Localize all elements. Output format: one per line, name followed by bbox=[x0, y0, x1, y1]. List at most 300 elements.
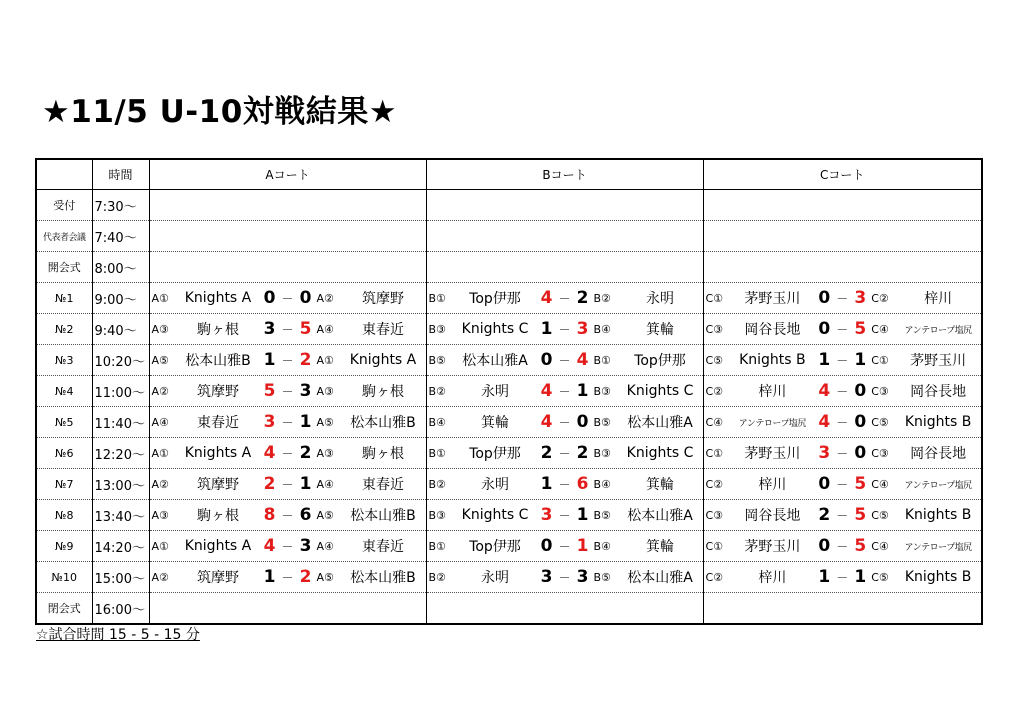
court-b-cell bbox=[426, 283, 703, 314]
row-label: 開会式 bbox=[36, 252, 92, 283]
court-a-cell bbox=[149, 345, 426, 376]
home-team: 梓川 bbox=[758, 477, 787, 493]
court-a-cell bbox=[149, 531, 426, 562]
match bbox=[704, 500, 982, 530]
home-team: 岡谷長地 bbox=[744, 508, 801, 524]
court-c-cell bbox=[703, 407, 982, 438]
table-row bbox=[36, 593, 982, 625]
away-team: 駒ヶ根 bbox=[362, 446, 404, 462]
score-separator: － bbox=[281, 291, 294, 306]
away-score: 2 bbox=[576, 288, 589, 308]
score-separator: － bbox=[281, 446, 294, 461]
court-c-cell bbox=[703, 500, 982, 531]
away-seed: C⑤ bbox=[871, 508, 889, 522]
match bbox=[150, 531, 426, 561]
court-b-cell bbox=[426, 221, 703, 252]
court-b-cell bbox=[426, 562, 703, 593]
home-seed: B① bbox=[428, 539, 446, 553]
away-team: 箕輪 bbox=[646, 477, 674, 493]
away-score: 5 bbox=[854, 536, 867, 556]
match bbox=[704, 531, 982, 561]
score-separator: － bbox=[558, 384, 571, 399]
away-seed: C③ bbox=[871, 446, 889, 460]
away-team: Knights C bbox=[626, 445, 694, 461]
court-b-cell bbox=[426, 345, 703, 376]
home-team: アンテロープ塩尻 bbox=[738, 418, 806, 429]
home-team: Top伊那 bbox=[469, 539, 521, 555]
court-a-cell bbox=[149, 562, 426, 593]
court-a-cell bbox=[149, 469, 426, 500]
match bbox=[150, 438, 426, 468]
home-team: Knights C bbox=[461, 321, 529, 337]
away-seed: B⑤ bbox=[593, 508, 611, 522]
table-row bbox=[36, 531, 982, 562]
match bbox=[704, 562, 982, 592]
court-c-cell bbox=[703, 345, 982, 376]
row-label: №5 bbox=[36, 407, 92, 438]
home-seed: C④ bbox=[705, 415, 724, 429]
header-court-b: Bコート bbox=[426, 159, 703, 190]
court-a-cell bbox=[149, 283, 426, 314]
score-separator: － bbox=[836, 446, 849, 461]
match-results-table bbox=[35, 158, 983, 625]
home-team: 筑摩野 bbox=[197, 384, 239, 400]
row-time: 11:00～ bbox=[92, 376, 149, 407]
score-separator: － bbox=[558, 477, 571, 492]
away-seed: A② bbox=[316, 291, 334, 305]
away-team: 東春近 bbox=[362, 539, 404, 555]
court-c-cell bbox=[703, 221, 982, 252]
away-team: 東春近 bbox=[362, 322, 404, 338]
away-seed: C③ bbox=[871, 384, 889, 398]
score-separator: － bbox=[836, 570, 849, 585]
home-score: 4 bbox=[540, 381, 553, 401]
score-separator: － bbox=[281, 384, 294, 399]
match bbox=[427, 562, 703, 592]
score-separator: － bbox=[558, 353, 571, 368]
match bbox=[704, 407, 982, 437]
table-row bbox=[36, 376, 982, 407]
score-separator: － bbox=[281, 353, 294, 368]
row-label: №10 bbox=[36, 562, 92, 593]
away-team: 永明 bbox=[646, 291, 674, 307]
header-row bbox=[36, 159, 982, 190]
match bbox=[427, 438, 703, 468]
home-seed: C② bbox=[705, 570, 724, 584]
court-b-cell bbox=[426, 314, 703, 345]
away-seed: A⑤ bbox=[316, 570, 334, 584]
row-label: №9 bbox=[36, 531, 92, 562]
court-b-cell bbox=[426, 593, 703, 625]
match bbox=[704, 376, 982, 406]
court-c-cell bbox=[703, 190, 982, 221]
home-seed: A② bbox=[151, 384, 169, 398]
row-label: №1 bbox=[36, 283, 92, 314]
home-score: 0 bbox=[540, 536, 553, 556]
away-seed: A④ bbox=[316, 477, 334, 491]
away-team: アンテロープ塩尻 bbox=[904, 325, 972, 336]
row-time: 16:00～ bbox=[92, 593, 149, 625]
court-a-cell bbox=[149, 314, 426, 345]
score-separator: － bbox=[558, 415, 571, 430]
header-time: 時間 bbox=[92, 159, 149, 190]
home-score: 2 bbox=[263, 474, 276, 494]
court-b-cell bbox=[426, 190, 703, 221]
away-score: 0 bbox=[576, 412, 589, 432]
court-c-cell bbox=[703, 376, 982, 407]
score-separator: － bbox=[558, 570, 571, 585]
home-score: 4 bbox=[818, 412, 831, 432]
home-score: 4 bbox=[540, 412, 553, 432]
home-score: 1 bbox=[540, 319, 553, 339]
away-score: 5 bbox=[854, 319, 867, 339]
row-label: 代表者会議 bbox=[36, 221, 92, 252]
home-team: 永明 bbox=[481, 477, 509, 493]
court-c-cell bbox=[703, 593, 982, 625]
home-team: 松本山雅A bbox=[462, 353, 528, 369]
away-seed: B④ bbox=[593, 322, 611, 336]
away-seed: C④ bbox=[871, 477, 889, 491]
home-team: 筑摩野 bbox=[197, 570, 239, 586]
away-score: 0 bbox=[854, 412, 867, 432]
home-team: 梓川 bbox=[758, 570, 787, 586]
away-seed: B③ bbox=[593, 384, 611, 398]
row-label: №6 bbox=[36, 438, 92, 469]
row-time: 12:20～ bbox=[92, 438, 149, 469]
home-team: 梓川 bbox=[758, 384, 787, 400]
away-seed: A③ bbox=[316, 446, 334, 460]
match-time-note: ☆試合時間 15 - 5 - 15 分 bbox=[36, 627, 200, 643]
away-team: Knights C bbox=[626, 383, 694, 399]
home-score: 1 bbox=[818, 350, 831, 370]
home-seed: A⑤ bbox=[151, 353, 169, 367]
court-b-cell bbox=[426, 376, 703, 407]
home-seed: C① bbox=[705, 539, 724, 553]
away-score: 3 bbox=[299, 381, 312, 401]
away-team: 松本山雅A bbox=[627, 570, 693, 586]
court-a-cell bbox=[149, 500, 426, 531]
home-team: 永明 bbox=[481, 384, 509, 400]
home-seed: C② bbox=[705, 477, 724, 491]
court-c-cell bbox=[703, 283, 982, 314]
away-score: 5 bbox=[854, 505, 867, 525]
court-b-cell bbox=[426, 407, 703, 438]
match bbox=[150, 407, 426, 437]
home-team: Top伊那 bbox=[469, 446, 521, 462]
home-seed: C③ bbox=[705, 322, 724, 336]
away-score: 3 bbox=[299, 536, 312, 556]
home-score: 1 bbox=[540, 474, 553, 494]
home-seed: B① bbox=[428, 446, 446, 460]
away-team: 箕輪 bbox=[646, 539, 674, 555]
away-seed: B④ bbox=[593, 539, 611, 553]
home-seed: B⑤ bbox=[428, 353, 446, 367]
away-team: Knights B bbox=[904, 414, 972, 430]
row-time: 8:00～ bbox=[92, 252, 149, 283]
home-score: 3 bbox=[263, 319, 276, 339]
court-c-cell bbox=[703, 314, 982, 345]
away-team: 松本山雅A bbox=[627, 415, 693, 431]
home-team: 箕輪 bbox=[481, 415, 509, 431]
home-seed: C③ bbox=[705, 508, 724, 522]
home-seed: A③ bbox=[151, 322, 169, 336]
away-seed: C⑤ bbox=[871, 415, 889, 429]
home-team: 茅野玉川 bbox=[744, 539, 801, 555]
score-separator: － bbox=[558, 446, 571, 461]
home-score: 4 bbox=[540, 288, 553, 308]
match bbox=[150, 562, 426, 592]
row-time: 15:00～ bbox=[92, 562, 149, 593]
score-separator: － bbox=[836, 415, 849, 430]
match bbox=[150, 314, 426, 344]
match bbox=[427, 469, 703, 499]
header-court-a: Aコート bbox=[149, 159, 426, 190]
row-label: №7 bbox=[36, 469, 92, 500]
row-time: 7:40～ bbox=[92, 221, 149, 252]
away-score: 1 bbox=[854, 350, 867, 370]
home-seed: C① bbox=[705, 291, 724, 305]
match bbox=[704, 438, 982, 468]
match bbox=[427, 345, 703, 375]
away-score: 2 bbox=[576, 443, 589, 463]
match bbox=[704, 345, 982, 375]
home-seed: A③ bbox=[151, 508, 169, 522]
court-b-cell bbox=[426, 438, 703, 469]
away-score: 1 bbox=[576, 536, 589, 556]
home-team: 駒ヶ根 bbox=[197, 322, 239, 338]
row-label: №3 bbox=[36, 345, 92, 376]
row-time: 10:20～ bbox=[92, 345, 149, 376]
home-seed: A① bbox=[151, 446, 169, 460]
away-seed: A⑤ bbox=[316, 415, 334, 429]
away-score: 3 bbox=[576, 567, 589, 587]
row-label: №2 bbox=[36, 314, 92, 345]
home-seed: B② bbox=[428, 477, 446, 491]
court-c-cell bbox=[703, 469, 982, 500]
court-c-cell bbox=[703, 438, 982, 469]
home-seed: B② bbox=[428, 384, 446, 398]
match bbox=[150, 283, 426, 313]
row-label: №8 bbox=[36, 500, 92, 531]
home-score: 2 bbox=[818, 505, 831, 525]
home-team: 駒ヶ根 bbox=[197, 508, 239, 524]
home-team: 筑摩野 bbox=[197, 477, 239, 493]
score-separator: － bbox=[836, 291, 849, 306]
away-seed: C② bbox=[871, 291, 889, 305]
table-row bbox=[36, 252, 982, 283]
away-score: 3 bbox=[854, 288, 867, 308]
home-seed: B③ bbox=[428, 322, 446, 336]
home-team: Knights A bbox=[184, 538, 252, 554]
home-seed: A② bbox=[151, 477, 169, 491]
match bbox=[427, 283, 703, 313]
away-team: アンテロープ塩尻 bbox=[904, 480, 972, 491]
score-separator: － bbox=[281, 415, 294, 430]
away-team: Knights A bbox=[349, 352, 417, 368]
row-time: 14:20～ bbox=[92, 531, 149, 562]
court-a-cell bbox=[149, 221, 426, 252]
header-court-c: Cコート bbox=[703, 159, 982, 190]
home-score: 4 bbox=[263, 536, 276, 556]
match bbox=[704, 283, 982, 313]
match bbox=[150, 376, 426, 406]
away-team: 岡谷長地 bbox=[910, 384, 967, 400]
score-separator: － bbox=[281, 322, 294, 337]
home-seed: B① bbox=[428, 291, 446, 305]
away-score: 1 bbox=[854, 567, 867, 587]
table-row bbox=[36, 500, 982, 531]
away-score: 3 bbox=[576, 319, 589, 339]
score-separator: － bbox=[281, 539, 294, 554]
table-row bbox=[36, 438, 982, 469]
home-seed: B④ bbox=[428, 415, 446, 429]
away-team: 箕輪 bbox=[646, 322, 674, 338]
score-separator: － bbox=[836, 477, 849, 492]
away-score: 1 bbox=[299, 412, 312, 432]
home-seed: A② bbox=[151, 570, 169, 584]
away-seed: B③ bbox=[593, 446, 611, 460]
away-team: Top伊那 bbox=[634, 353, 686, 369]
page-title: ★11/5 U-10対戦結果★ bbox=[42, 94, 398, 130]
table-row bbox=[36, 469, 982, 500]
away-team: 筑摩野 bbox=[362, 291, 404, 307]
home-score: 0 bbox=[263, 288, 276, 308]
away-seed: A③ bbox=[316, 384, 334, 398]
court-a-cell bbox=[149, 438, 426, 469]
away-team: 岡谷長地 bbox=[910, 446, 967, 462]
home-seed: C⑤ bbox=[705, 353, 724, 367]
away-seed: A④ bbox=[316, 539, 334, 553]
away-team: 梓川 bbox=[924, 291, 953, 307]
home-score: 3 bbox=[818, 443, 831, 463]
home-score: 4 bbox=[263, 443, 276, 463]
home-score: 1 bbox=[818, 567, 831, 587]
match bbox=[150, 500, 426, 530]
court-b-cell bbox=[426, 500, 703, 531]
away-seed: C④ bbox=[871, 539, 889, 553]
match bbox=[427, 531, 703, 561]
score-separator: － bbox=[281, 570, 294, 585]
home-team: 岡谷長地 bbox=[744, 322, 801, 338]
score-separator: － bbox=[836, 508, 849, 523]
score-separator: － bbox=[281, 477, 294, 492]
away-team: 松本山雅B bbox=[350, 570, 416, 586]
home-team: Knights C bbox=[461, 507, 529, 523]
home-team: Knights B bbox=[739, 352, 806, 368]
home-score: 0 bbox=[818, 288, 831, 308]
score-separator: － bbox=[836, 539, 849, 554]
table-row bbox=[36, 562, 982, 593]
away-team: 松本山雅B bbox=[350, 508, 416, 524]
away-score: 2 bbox=[299, 350, 312, 370]
match bbox=[704, 469, 982, 499]
row-label: 閉会式 bbox=[36, 593, 92, 625]
row-time: 11:40～ bbox=[92, 407, 149, 438]
court-a-cell bbox=[149, 190, 426, 221]
court-b-cell bbox=[426, 252, 703, 283]
away-team: Knights B bbox=[904, 569, 972, 585]
away-score: 5 bbox=[854, 474, 867, 494]
away-seed: B② bbox=[593, 291, 611, 305]
away-score: 5 bbox=[299, 319, 312, 339]
home-team: 茅野玉川 bbox=[744, 291, 801, 307]
row-time: 9:40～ bbox=[92, 314, 149, 345]
home-seed: C① bbox=[705, 446, 724, 460]
home-score: 8 bbox=[263, 505, 276, 525]
match bbox=[427, 314, 703, 344]
score-separator: － bbox=[558, 508, 571, 523]
away-score: 2 bbox=[299, 567, 312, 587]
home-score: 5 bbox=[263, 381, 276, 401]
home-team: Knights A bbox=[184, 445, 252, 461]
row-time: 13:00～ bbox=[92, 469, 149, 500]
table-row bbox=[36, 345, 982, 376]
court-c-cell bbox=[703, 562, 982, 593]
row-label: №4 bbox=[36, 376, 92, 407]
row-time: 9:00～ bbox=[92, 283, 149, 314]
home-score: 1 bbox=[263, 567, 276, 587]
court-c-cell bbox=[703, 252, 982, 283]
home-team: 茅野玉川 bbox=[744, 446, 801, 462]
away-team: 茅野玉川 bbox=[910, 353, 967, 369]
score-separator: － bbox=[836, 322, 849, 337]
away-seed: A④ bbox=[316, 322, 334, 336]
away-seed: C⑤ bbox=[871, 570, 889, 584]
home-score: 3 bbox=[540, 505, 553, 525]
court-a-cell bbox=[149, 376, 426, 407]
home-score: 4 bbox=[818, 381, 831, 401]
court-a-cell bbox=[149, 593, 426, 625]
row-label: 受付 bbox=[36, 190, 92, 221]
score-separator: － bbox=[558, 291, 571, 306]
away-score: 1 bbox=[576, 381, 589, 401]
away-score: 6 bbox=[299, 505, 312, 525]
match bbox=[704, 314, 982, 344]
home-team: 東春近 bbox=[197, 415, 239, 431]
away-seed: B④ bbox=[593, 477, 611, 491]
away-score: 6 bbox=[576, 474, 589, 494]
court-a-cell bbox=[149, 407, 426, 438]
home-seed: C② bbox=[705, 384, 724, 398]
score-separator: － bbox=[836, 353, 849, 368]
score-separator: － bbox=[836, 384, 849, 399]
table-row bbox=[36, 190, 982, 221]
away-team: 松本山雅B bbox=[350, 415, 416, 431]
home-seed: A① bbox=[151, 291, 169, 305]
away-seed: C④ bbox=[871, 322, 889, 336]
home-team: 松本山雅B bbox=[185, 353, 251, 369]
row-time: 7:30～ bbox=[92, 190, 149, 221]
header-corner-cell bbox=[36, 159, 92, 190]
row-time: 13:40～ bbox=[92, 500, 149, 531]
table-row bbox=[36, 221, 982, 252]
score-separator: － bbox=[281, 508, 294, 523]
away-score: 0 bbox=[854, 443, 867, 463]
home-seed: A④ bbox=[151, 415, 169, 429]
home-score: 3 bbox=[263, 412, 276, 432]
home-seed: A① bbox=[151, 539, 169, 553]
away-score: 1 bbox=[299, 474, 312, 494]
home-score: 0 bbox=[540, 350, 553, 370]
away-seed: A⑤ bbox=[316, 508, 334, 522]
home-score: 1 bbox=[263, 350, 276, 370]
home-score: 0 bbox=[818, 536, 831, 556]
home-team: 永明 bbox=[481, 570, 509, 586]
match bbox=[427, 500, 703, 530]
away-team: 松本山雅A bbox=[627, 508, 693, 524]
match bbox=[427, 376, 703, 406]
home-seed: B② bbox=[428, 570, 446, 584]
